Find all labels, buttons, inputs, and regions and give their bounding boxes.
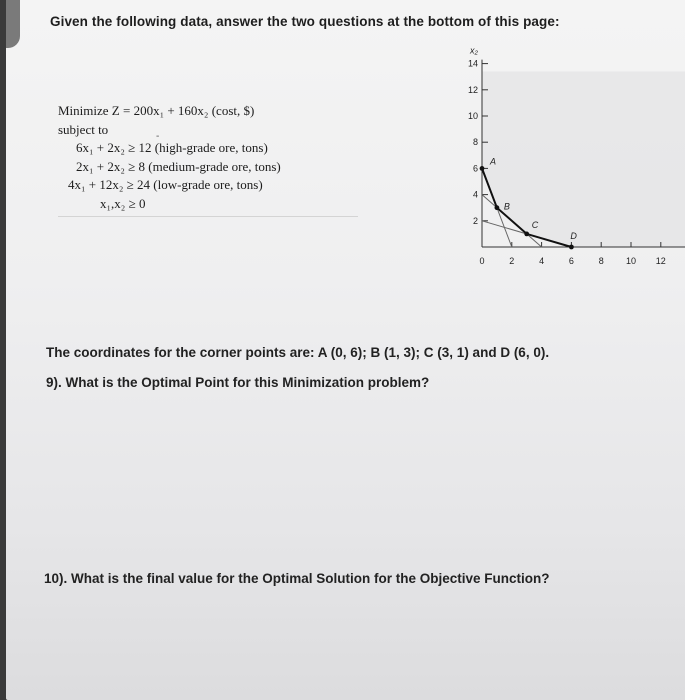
x-tick-label-4: 4 [539, 256, 545, 266]
question-10: 10). What is the final value for the Optimal Solution for the Objective Function? [44, 571, 550, 586]
binder-clip [6, 0, 20, 48]
y-tick-label-14: 14 [467, 58, 478, 69]
corner-label-D: D [570, 231, 577, 241]
corner-label-B: B [503, 201, 510, 212]
stray-mark: - [156, 131, 160, 142]
corner-point-D [569, 245, 574, 250]
x-tick-label-2: 2 [509, 256, 515, 266]
graph-svg [446, 45, 685, 275]
y-tick-label-6: 6 [472, 163, 478, 174]
corner-points-text: The coordinates for the corner points are: A (0, 6); B (1, 3); C (3, 1) and D (6, 0). [46, 345, 550, 360]
feasible-region-graph [446, 45, 685, 275]
corner-label-A: A [490, 156, 497, 167]
subject-to-label: subject to [58, 121, 109, 137]
corner-point-A [480, 166, 485, 171]
x-tick-label-0: 0 [479, 256, 485, 266]
x-tick-label-6: 6 [568, 256, 574, 266]
corner-label-C: C [531, 219, 539, 230]
y-tick-label-8: 8 [472, 137, 478, 148]
y-tick-label-2: 2 [472, 215, 478, 226]
objective-function: Minimize Z = 200x₁ + 160x₂ (cost, $) [58, 103, 255, 118]
x-tick-label-12: 12 [655, 256, 666, 266]
worksheet-page [6, 0, 685, 700]
x-tick-label-10: 10 [625, 256, 637, 266]
question-9: 9). What is the Optimal Point for this Minimization problem? [46, 375, 430, 390]
y-tick-label-12: 12 [467, 84, 478, 95]
constraint-high-grade: 6x₁ + 2x₂ ≥ 12 (high-grade ore, tons) [76, 140, 268, 155]
constraint-nonnegativity: x₁,x₂ ≥ 0 [100, 195, 146, 211]
corner-point-B [495, 205, 500, 210]
constraint-medium-grade: 2x₁ + 2x₂ ≥ 8 (medium-grade ore, tons) [76, 158, 281, 174]
divider-line [58, 216, 358, 217]
corner-point-C [524, 232, 529, 237]
page-heading: Given the following data, answer the two questions at the bottom of this page: [50, 14, 560, 29]
constraint-low-grade: 4x₁ + 12x₂ ≥ 24 (low-grade ore, tons) [68, 177, 263, 192]
x-tick-label-8: 8 [598, 256, 604, 266]
y-tick-label-4: 4 [472, 189, 478, 200]
lp-formulation [58, 102, 281, 213]
y-tick-label-10: 10 [467, 111, 478, 121]
y-axis-label: x₂ [470, 45, 478, 56]
